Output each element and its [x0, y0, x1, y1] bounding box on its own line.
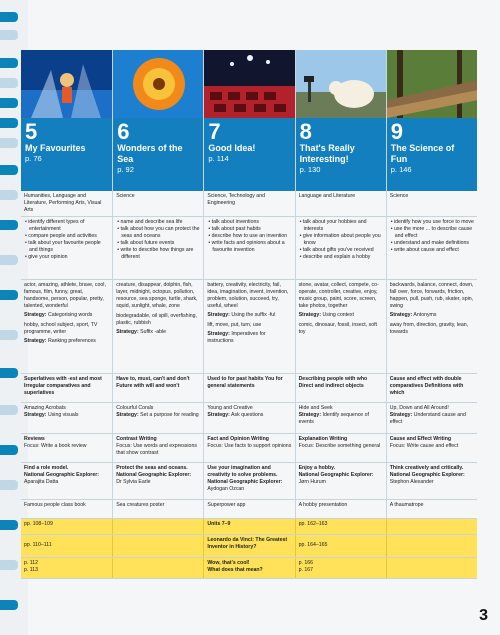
- review-title: Units 7–9: [203, 519, 294, 534]
- value-row: [21, 463, 477, 500]
- unit-title: The Science of Fun: [390, 143, 455, 164]
- review-pages[interactable]: p. 166: [298, 560, 313, 566]
- explorer-name: Aydogan Ozcan: [207, 486, 245, 492]
- strategy-text: Imperatives for instructions: [207, 331, 266, 344]
- review-row: [21, 558, 477, 579]
- value-title: Find a role model.: [24, 465, 69, 471]
- review-pages-cell: [295, 558, 386, 578]
- thumb-tab[interactable]: [0, 190, 18, 200]
- writing-title: Reviews: [24, 436, 45, 442]
- review-pages[interactable]: pp. 110–111: [24, 542, 52, 548]
- unit-title: Wonders of the Sea: [117, 143, 183, 164]
- strategy-text: Understand cause and effect: [389, 412, 466, 425]
- review-title: Wow, that's cool!: [207, 560, 250, 566]
- thumb-tab[interactable]: [0, 290, 18, 300]
- reading-row: [21, 403, 477, 434]
- vocab-words-2: hobby, school subject, sport, TV programme, writer: [24, 322, 98, 335]
- page-number: 3: [479, 607, 488, 624]
- writing-cell: [386, 434, 477, 462]
- objective-item: • write facts and opinions about a favourite invention: [208, 240, 285, 253]
- writing-focus: Focus: Write a book review: [24, 443, 87, 449]
- photo-row: [21, 50, 477, 118]
- thumb-tab[interactable]: [0, 220, 18, 230]
- objective-item: • write to describe how things are different: [117, 247, 194, 260]
- thumb-tab[interactable]: [0, 12, 18, 22]
- writing-title: Contrast Writing: [116, 436, 157, 442]
- strategy-text: Suffix -able: [140, 329, 166, 335]
- objective-item: • identify how you use force to move: [390, 219, 474, 225]
- value-cell: [112, 463, 203, 499]
- strategy-label: Strategy:: [24, 338, 47, 344]
- writing-cell: [112, 434, 203, 462]
- explorer-label: National Geographic Explorer:: [207, 479, 283, 485]
- vocab-words-2: away from, direction, gravity, lean, towards: [389, 322, 469, 335]
- subjects-row: [21, 191, 477, 217]
- vocab-words: creature, disappear, dolphin, fish, layer, midnight, octopus, pollution, resource, sea sponge, turtle, shark, squid, sunlight, whale, zone: [116, 282, 198, 309]
- vocab-words: stone, avatar, collect, compete, co-operate, controller, creative, enjoy, music group, paint, score, screen, take photos, together: [298, 282, 379, 309]
- writing-title: Explanation Writing: [298, 436, 348, 442]
- review-title: What does that mean?: [207, 567, 263, 573]
- thumb-tab[interactable]: [0, 445, 18, 455]
- review-pages-cell: [21, 558, 112, 578]
- strategy-label: Strategy:: [116, 412, 139, 418]
- thumb-tab[interactable]: [0, 520, 18, 530]
- strategy-label: Strategy:: [207, 331, 230, 337]
- unit-title: My Favourites: [25, 143, 86, 153]
- project-cell: A thaumatrope: [386, 500, 477, 518]
- vocab-words-2: biodegradable, oil spill, overfishing, plastic, rubbish: [116, 313, 197, 326]
- objective-item: • talk about your favourite people and things: [25, 240, 101, 253]
- strategy-label: Strategy:: [116, 329, 139, 335]
- objective-item: • talk about inventions: [208, 219, 259, 225]
- thumb-tab[interactable]: [0, 480, 18, 490]
- unit-6-photo: [112, 50, 203, 118]
- reading-cell: [203, 403, 294, 433]
- unit-title: Good Idea!: [208, 143, 256, 153]
- strategy-label: Strategy:: [298, 312, 322, 318]
- value-cell: [203, 463, 294, 499]
- objectives-cell: [203, 217, 294, 279]
- unit-number: 6: [117, 119, 130, 144]
- writing-title: Cause and Effect Writing: [389, 436, 452, 442]
- value-cell: [295, 463, 386, 499]
- reading-title: Hide and Seek: [298, 405, 333, 411]
- unit-6-header[interactable]: [112, 118, 203, 191]
- grammar-cell: Describing people with who Direct and indirect objects: [295, 374, 386, 402]
- unit-9-photo: [386, 50, 477, 118]
- explorer-name: Jørn Hurum: [298, 479, 326, 485]
- unit-number: 8: [299, 119, 312, 144]
- unit-page: p. 130: [299, 165, 321, 174]
- explorer-label: National Geographic Explorer:: [116, 472, 192, 478]
- reading-cell: [295, 403, 386, 433]
- objective-item: • talk about how you can protect the seas and oceans: [117, 226, 200, 239]
- review-pages[interactable]: p. 113: [24, 567, 39, 573]
- value-title: Enjoy a hobby.: [298, 465, 336, 471]
- objective-item: • use the more ... to describe cause and effect: [390, 226, 473, 239]
- grammar-cell: Have to, must, can't and don't Future with will and won't: [112, 374, 203, 402]
- vocab-words: actor, amazing, athlete, brave, cool, famous, film, funny, great, handsome, person, popular, pretty, talented, wonderful: [24, 282, 106, 309]
- writing-cell: [203, 434, 294, 462]
- project-cell: A hobby presentation: [295, 500, 386, 518]
- value-cell: [386, 463, 477, 499]
- objective-item: • identify different types of entertainment: [25, 219, 85, 232]
- explorer-label: National Geographic Explorer:: [298, 472, 374, 478]
- vocabulary-cell: [112, 280, 203, 373]
- writing-focus: Focus: Use facts to support opinions: [207, 443, 292, 449]
- explorer-name: Stephon Alexander: [389, 479, 434, 485]
- explorer-name: Dr Sylvia Earle: [116, 479, 151, 485]
- strategy-text: Ask questions: [231, 412, 264, 418]
- objectives-row: [21, 217, 477, 280]
- grammar-row: [21, 374, 477, 403]
- thumb-tab[interactable]: [0, 98, 18, 108]
- thumb-tab[interactable]: [0, 560, 18, 570]
- vocabulary-cell: [295, 280, 386, 373]
- writing-focus: Focus: Write cause and effect: [389, 443, 459, 449]
- objectives-cell: [112, 217, 203, 279]
- thumb-tab[interactable]: [0, 138, 18, 148]
- review-title-cell: [203, 558, 294, 578]
- objective-item: • give your opinion: [25, 254, 68, 260]
- unit-5-photo: [21, 50, 112, 118]
- objectives-cell: [386, 217, 477, 279]
- grammar-cell: Superlatives with -est and most Irregular comparatives and superlatives: [24, 376, 102, 396]
- thumb-tab[interactable]: [0, 330, 18, 340]
- scope-and-sequence-table: [21, 50, 477, 579]
- writing-cell: [21, 434, 112, 462]
- objectives-cell: [21, 217, 112, 279]
- strategy-text: Set a purpose for reading: [140, 412, 199, 418]
- thumb-tab[interactable]: [0, 600, 18, 610]
- vocabulary-cell: [21, 280, 112, 373]
- writing-focus: Focus: Use words and expressions that show contrast: [116, 443, 197, 456]
- vocabulary-cell: [386, 280, 477, 373]
- unit-number: 9: [390, 119, 403, 144]
- objective-item: • compare people and activities: [25, 233, 97, 239]
- vocab-words: backwards, balance, connect, down, fall over, force, forwards, friction, happen, pull, push, rub, skater, spin, swing: [389, 282, 474, 309]
- unit-7-header[interactable]: [203, 118, 294, 191]
- writing-focus: Focus: Describe something general: [298, 443, 381, 449]
- explorer-label: National Geographic Explorer:: [389, 472, 465, 478]
- objective-item: • describe how to use an invention: [208, 233, 288, 239]
- strategy-label: Strategy:: [207, 412, 230, 418]
- project-row: [21, 500, 477, 519]
- review-pages[interactable]: pp. 164–165: [295, 535, 386, 557]
- value-title: Think creatively and critically.: [389, 465, 464, 471]
- vocab-words: battery, creativity, electricity, fail, idea, imagination, invent, invention, problem, solution, succeed, try, useful, wheel: [207, 282, 289, 309]
- subject-cell: Science: [386, 191, 477, 216]
- strategy-label: Strategy:: [298, 412, 322, 418]
- unit-page: p. 146: [390, 165, 412, 174]
- vocabulary-row: [21, 280, 477, 374]
- writing-row: [21, 434, 477, 463]
- strategy-text: Ranking preferences: [47, 338, 96, 344]
- project-cell: Sea creatures poster: [112, 500, 203, 518]
- vocabulary-cell: [203, 280, 294, 373]
- reading-title: Colourful Corals: [116, 405, 154, 411]
- strategy-label: Strategy:: [389, 412, 413, 418]
- unit-number: 5: [25, 119, 38, 144]
- thumb-tab[interactable]: [0, 78, 18, 88]
- unit-page: p. 92: [117, 165, 134, 174]
- writing-title: Fact and Opinion Writing: [207, 436, 269, 442]
- thumb-tab[interactable]: [0, 30, 18, 40]
- reading-cell: [21, 403, 112, 433]
- objective-item: • give information about people you know: [299, 233, 381, 246]
- strategy-label: Strategy:: [207, 312, 230, 318]
- review-row: [21, 519, 477, 535]
- strategy-label: Strategy:: [24, 412, 47, 418]
- objectives-cell: [295, 217, 386, 279]
- grammar-cell: Used to for past habits You for general statements: [203, 374, 294, 402]
- vocab-words-2: comic, dinosaur, fossil, insect, soft toy: [298, 322, 377, 335]
- objective-item: • name and describe sea life: [117, 219, 183, 225]
- vocab-words-2: lift, move, put, turn, use: [207, 322, 262, 328]
- strategy-label: Strategy:: [24, 312, 47, 318]
- unit-title: That's Really Interesting!: [299, 143, 355, 164]
- reading-title: Up, Down and All Around!: [389, 405, 449, 411]
- unit-5-header[interactable]: [21, 118, 112, 191]
- thumb-tab[interactable]: [0, 255, 18, 265]
- project-cell: Famous people class book: [24, 502, 86, 508]
- thumb-tab[interactable]: [0, 118, 18, 128]
- objective-item: • talk about your hobbies and interests: [299, 219, 367, 232]
- project-cell: Superpower app: [203, 500, 294, 518]
- objective-item: • talk about future events: [117, 240, 175, 246]
- objective-item: • talk about past habits: [208, 226, 261, 232]
- objective-item: • understand and make definitions: [390, 240, 469, 246]
- unit-page: p. 76: [25, 154, 42, 163]
- unit-7-photo: [203, 50, 294, 118]
- explorer-label: National Geographic Explorer:: [24, 472, 99, 478]
- strategy-text: Identify sequence of events: [298, 412, 369, 425]
- reading-cell: [112, 403, 203, 433]
- subject-cell: Language and Literature: [295, 191, 386, 216]
- review-title: Leonardo da Vinci: The Greatest Inventor in History?: [203, 535, 294, 557]
- thumb-tab[interactable]: [0, 58, 18, 68]
- subject-cell: Humanities, Language and Literature, Performing Arts, Visual Arts: [24, 193, 102, 213]
- unit-8-header[interactable]: [295, 118, 386, 191]
- value-title: Use your imagination and creativity to solve problems.: [207, 465, 278, 478]
- thumb-tab[interactable]: [0, 405, 18, 415]
- strategy-text: Using the suffix -ful: [231, 312, 276, 318]
- thumb-tab[interactable]: [0, 368, 18, 378]
- subject-cell: Science, Technology and Engineering: [203, 191, 294, 216]
- review-pages[interactable]: p. 167: [298, 567, 313, 573]
- reading-title: Young and Creative: [207, 405, 253, 411]
- objective-item: • write about cause and effect: [390, 247, 459, 253]
- unit-9-header[interactable]: [386, 118, 477, 191]
- review-pages[interactable]: pp. 162–163: [295, 519, 386, 534]
- strategy-text: Categorising words: [47, 312, 93, 318]
- value-cell: [21, 463, 112, 499]
- review-row: [21, 535, 477, 558]
- unit-page: p. 114: [208, 154, 229, 163]
- value-title: Protect the seas and oceans.: [116, 465, 188, 471]
- thumb-tab[interactable]: [0, 165, 18, 175]
- reading-title: Amazing Acrobats: [24, 405, 66, 411]
- grammar-cell: Cause and effect with double comparatives Definitions with which: [386, 374, 477, 402]
- review-pages[interactable]: p. 112: [24, 560, 39, 566]
- reading-cell: [386, 403, 477, 433]
- strategy-text: Using visuals: [47, 412, 79, 418]
- writing-cell: [295, 434, 386, 462]
- review-pages[interactable]: pp. 108–109: [24, 521, 53, 527]
- explorer-name: Aparajita Datta: [24, 479, 59, 485]
- subject-cell: Science: [112, 191, 203, 216]
- unit-8-photo: [295, 50, 386, 118]
- objective-item: • talk about gifts you've received: [299, 247, 374, 253]
- strategy-text: Antonyms: [413, 312, 437, 318]
- unit-header-row: [21, 118, 477, 191]
- strategy-text: Using context: [322, 312, 354, 318]
- unit-number: 7: [208, 119, 221, 144]
- objective-item: • describe and explain a hobby: [299, 254, 371, 260]
- strategy-label: Strategy:: [389, 312, 413, 318]
